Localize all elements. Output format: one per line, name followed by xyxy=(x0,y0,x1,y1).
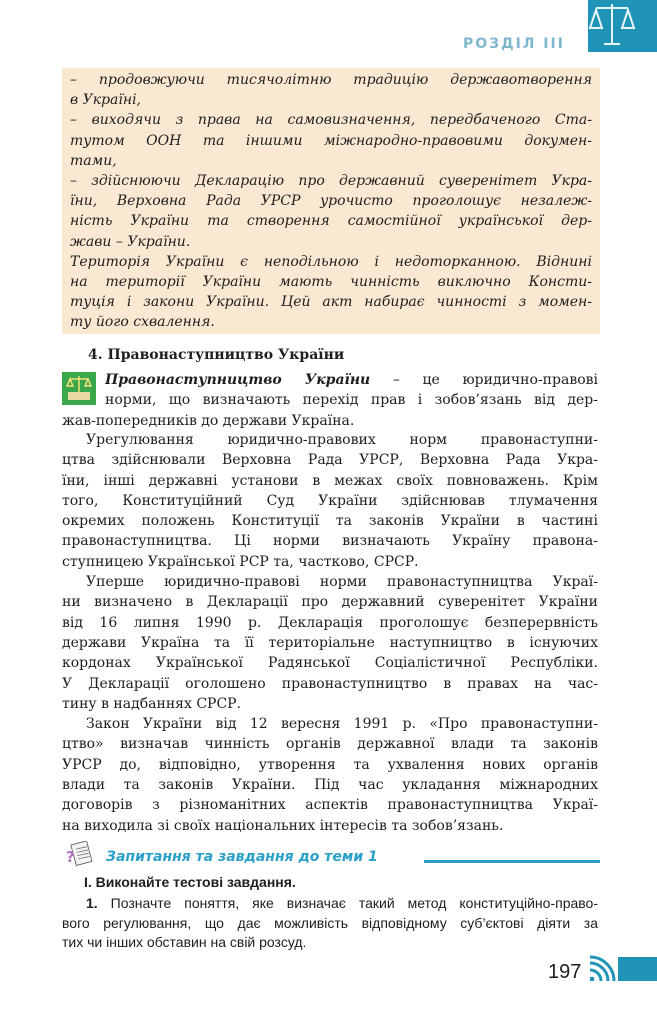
question-number: 1. xyxy=(86,895,98,911)
signal-waves-icon xyxy=(588,955,657,985)
definition-text: – це юридично-правові xyxy=(370,372,598,388)
section-label: РОЗДІЛ III xyxy=(463,36,565,52)
quote-line: туція і закони України. Цей акт набирає чинності з момен- xyxy=(70,294,592,311)
paragraph-line: того, Конституційний Суд України здійснював тлумачення xyxy=(62,492,598,509)
section-tab xyxy=(588,0,657,52)
questions-header xyxy=(62,845,600,871)
body-text xyxy=(62,430,598,836)
quote-line: ність України та створення самостійної української дер- xyxy=(70,213,592,230)
page-number: 197 xyxy=(548,961,582,983)
question-text: Позначте поняття, яке визначає такий метод конституційно-право- xyxy=(97,895,598,911)
paragraph-line: ни визначено в Декларації про державний суверенітет України xyxy=(62,594,598,611)
quote-line: – продовжуючи тисячолітню традицію державотворення xyxy=(70,72,592,88)
question-line: тих чи інших обставин на свій розсуд. xyxy=(62,934,307,950)
question-line: вого регулювання, що дає можливість відповідному суб’єктові діяти за xyxy=(62,914,598,931)
declaration-quote-box xyxy=(62,68,600,334)
scales-icon xyxy=(588,0,657,52)
paragraph-line: правонаступництва. Ці норми визначають Україну правона- xyxy=(62,533,598,550)
quote-line: їни, Верховна Рада УРСР урочисто проголошує незалеж- xyxy=(70,193,592,210)
quote-line: жави – України. xyxy=(70,233,191,250)
paragraph-line: влади та законів України. Під час укладання міжнародних xyxy=(62,777,598,794)
paragraph-line: договорів з різноманітних аспектів правонаступництва Украї- xyxy=(62,797,598,814)
question-1 xyxy=(62,894,598,953)
paragraph-line: цтва здійснювали Верховна Рада УРСР, Верховна Рада Укра- xyxy=(62,452,598,469)
quote-line: Територія України є неподільною і недоторканною. Віднині xyxy=(70,253,592,270)
definition-line: норми, що визначають перехід прав і зобов’язань від дер- xyxy=(105,392,598,409)
definition-line xyxy=(105,370,598,390)
definition-term: Правонаступництво України xyxy=(105,372,371,388)
quote-line: в Україні, xyxy=(70,92,142,109)
svg-text:?: ? xyxy=(66,849,75,867)
quote-line: тами, xyxy=(70,152,117,169)
paragraph-line: Закон України від 12 вересня 1991 р. «Про правонаступни- xyxy=(86,716,598,733)
question-document-icon xyxy=(62,841,96,867)
quote-line: на території України мають чинність виключно Консти- xyxy=(70,273,592,290)
paragraph-line: держави Україна та її територіальне наступництво в існуючих xyxy=(62,634,598,651)
quote-line: тутом ООН та іншими міжнародно-правовими докумен- xyxy=(70,132,592,149)
paragraph-line: УРСР до, відповідно, утворення та ухвалення нових органів xyxy=(62,756,598,773)
section-heading: 4. Правонаступництво України xyxy=(88,347,345,363)
quote-line: ту його схвалення. xyxy=(70,314,215,331)
paragraph-line: цтво» визначав чинність органів державної влади та законів xyxy=(62,736,598,753)
paragraph-line: окремих положень Конституції та законів України в частині xyxy=(62,513,598,530)
paragraph-line: від 16 липня 1990 р. Декларація проголошує безперервність xyxy=(62,614,598,631)
definition-line: жав-попередників до держави Україна. xyxy=(62,412,355,429)
paragraph-line: кордонах Української Радянської Соціалістичної Республіки. xyxy=(62,655,598,672)
quote-lines xyxy=(70,70,592,332)
paragraph-line: на виходила зі своїх національних інтересів та зобов’язань. xyxy=(62,817,504,834)
paragraph-line: їни, інші державні установи в межах своїх повноважень. Крім xyxy=(62,472,598,489)
definition xyxy=(62,370,598,431)
questions-subsection: І. Виконайте тестові завдання. xyxy=(84,874,296,890)
paragraph-line: У Декларації оголошено правонаступництво в правах на час- xyxy=(62,675,598,692)
paragraph-line: Урегулювання юридично-правових норм правонаступни- xyxy=(86,432,598,448)
page-corner-tab xyxy=(588,955,657,985)
paragraph-line: тину в надбаннях СРСР. xyxy=(62,695,242,712)
quote-line: – здійснюючи Декларацію про державний суверенітет Укра- xyxy=(70,172,592,189)
paragraph-line: Уперше юридично-правові норми правонаступництва Украї- xyxy=(86,574,598,591)
quote-line: – виходячи з права на самовизначення, передбаченого Ста- xyxy=(70,112,592,129)
title-rule xyxy=(424,860,600,863)
question-line xyxy=(62,894,598,914)
paragraph-line: ступницею Української РСР та, частково, СРСР. xyxy=(62,553,419,570)
questions-title: Запитання та завдання до теми 1 xyxy=(106,849,378,865)
